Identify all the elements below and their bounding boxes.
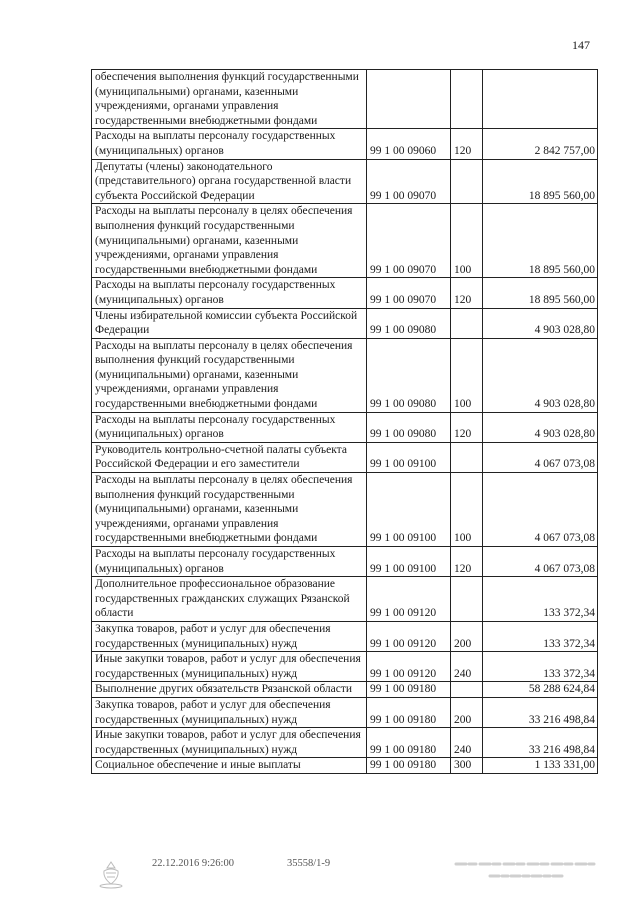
table-row: [92, 442, 598, 472]
page-footer: [0, 855, 640, 895]
row-type-cell: [451, 159, 483, 204]
table-row: [92, 547, 598, 577]
watermark-stamp-icon: [452, 857, 598, 883]
row-code-cell: 99 1 00 09180: [367, 697, 451, 727]
row-code-cell: 99 1 00 09180: [367, 758, 451, 774]
row-code-cell: 99 1 00 09100: [367, 473, 451, 547]
row-type-cell: 100: [451, 473, 483, 547]
table-row: [92, 338, 598, 412]
row-name-cell: Расходы на выплаты персоналу в целях обеспечения выполнения функций государственными (муниципальными) органами, казенными учреждениями, органами управления государственными внебюджетными фондами: [92, 473, 367, 547]
row-amount-cell: 4 067 073,08: [483, 473, 598, 547]
row-type-cell: 200: [451, 697, 483, 727]
row-type-cell: [451, 442, 483, 472]
row-name-cell: Расходы на выплаты персоналу в целях обеспечения выполнения функций государственными (муниципальными) органами, казенными учреждениями, органами управления государственными внебюджетными фондами: [92, 204, 367, 278]
footer-document-number: 35558/1-9: [287, 858, 331, 869]
table-row: [92, 159, 598, 204]
row-name-cell: Члены избирательной комиссии субъекта Российской Федерации: [92, 308, 367, 338]
row-code-cell: [367, 70, 451, 129]
page-number: 147: [572, 38, 590, 52]
row-name-cell: Расходы на выплаты персоналу государственных (муниципальных) органов: [92, 129, 367, 159]
table-row: [92, 204, 598, 278]
row-amount-cell: 133 372,34: [483, 652, 598, 682]
table-row: [92, 652, 598, 682]
row-amount-cell: 4 903 028,80: [483, 412, 598, 442]
row-amount-cell: 58 288 624,84: [483, 682, 598, 698]
row-type-cell: 240: [451, 652, 483, 682]
row-code-cell: 99 1 00 09060: [367, 129, 451, 159]
row-name-cell: Депутаты (члены) законодательного (представительного) органа государственной власти субъекта Российской Федерации: [92, 159, 367, 204]
table-row: [92, 728, 598, 758]
row-name-cell: Иные закупки товаров, работ и услуг для обеспечения государственных (муниципальных) нужд: [92, 728, 367, 758]
row-code-cell: 99 1 00 09100: [367, 547, 451, 577]
row-amount-cell: 33 216 498,84: [483, 728, 598, 758]
row-code-cell: 99 1 00 09080: [367, 412, 451, 442]
row-amount-cell: 18 895 560,00: [483, 159, 598, 204]
row-type-cell: [451, 577, 483, 622]
row-type-cell: 100: [451, 338, 483, 412]
row-name-cell: Иные закупки товаров, работ и услуг для обеспечения государственных (муниципальных) нужд: [92, 652, 367, 682]
table-row: [92, 308, 598, 338]
row-amount-cell: 4 903 028,80: [483, 338, 598, 412]
row-type-cell: [451, 308, 483, 338]
row-code-cell: 99 1 00 09080: [367, 338, 451, 412]
row-type-cell: [451, 682, 483, 698]
row-amount-cell: 18 895 560,00: [483, 204, 598, 278]
row-code-cell: 99 1 00 09070: [367, 159, 451, 204]
row-code-cell: 99 1 00 09070: [367, 278, 451, 308]
row-amount-cell: 133 372,34: [483, 577, 598, 622]
row-type-cell: 240: [451, 728, 483, 758]
row-name-cell: Выполнение других обязательств Рязанской области: [92, 682, 367, 698]
row-type-cell: 120: [451, 129, 483, 159]
row-type-cell: 300: [451, 758, 483, 774]
row-name-cell: Расходы на выплаты персоналу в целях обеспечения выполнения функций государственными (муниципальными) органами, казенными учреждениями, органами управления государственными внебюджетными фондами: [92, 338, 367, 412]
row-code-cell: 99 1 00 09070: [367, 204, 451, 278]
row-code-cell: 99 1 00 09100: [367, 442, 451, 472]
row-code-cell: 99 1 00 09180: [367, 682, 451, 698]
footer-date: 22.12.2016 9:26:00: [152, 858, 234, 869]
row-name-cell: Социальное обеспечение и иные выплаты: [92, 758, 367, 774]
row-amount-cell: 133 372,34: [483, 621, 598, 651]
row-code-cell: 99 1 00 09120: [367, 621, 451, 651]
row-amount-cell: [483, 70, 598, 129]
row-type-cell: 120: [451, 412, 483, 442]
row-type-cell: 120: [451, 547, 483, 577]
table-row: [92, 621, 598, 651]
row-amount-cell: 18 895 560,00: [483, 278, 598, 308]
row-name-cell: Расходы на выплаты персоналу государственных (муниципальных) органов: [92, 412, 367, 442]
row-code-cell: 99 1 00 09080: [367, 308, 451, 338]
row-amount-cell: 33 216 498,84: [483, 697, 598, 727]
row-name-cell: Закупка товаров, работ и услуг для обеспечения государственных (муниципальных) нужд: [92, 697, 367, 727]
table-row: [92, 577, 598, 622]
row-name-cell: Дополнительное профессиональное образование государственных гражданских служащих Рязанской области: [92, 577, 367, 622]
row-name-cell: Расходы на выплаты персоналу государственных (муниципальных) органов: [92, 547, 367, 577]
row-code-cell: 99 1 00 09180: [367, 728, 451, 758]
row-amount-cell: 1 133 331,00: [483, 758, 598, 774]
table-row: [92, 129, 598, 159]
row-amount-cell: 4 067 073,08: [483, 547, 598, 577]
table-row: [92, 697, 598, 727]
table-row: [92, 70, 598, 129]
row-amount-cell: 2 842 757,00: [483, 129, 598, 159]
table-row: [92, 412, 598, 442]
row-code-cell: 99 1 00 09120: [367, 652, 451, 682]
table-row: [92, 758, 598, 774]
row-amount-cell: 4 067 073,08: [483, 442, 598, 472]
table-row: [92, 473, 598, 547]
row-name-cell: обеспечения выполнения функций государственными (муниципальными) органами, казенными учреждениями, органами управления государственными внебюджетными фондами: [92, 70, 367, 129]
budget-table: [91, 69, 598, 774]
row-name-cell: Руководитель контрольно-счетной палаты субъекта Российской Федерации и его заместители: [92, 442, 367, 472]
row-type-cell: 200: [451, 621, 483, 651]
row-code-cell: 99 1 00 09120: [367, 577, 451, 622]
row-name-cell: Расходы на выплаты персоналу государственных (муниципальных) органов: [92, 278, 367, 308]
table-row: [92, 278, 598, 308]
row-type-cell: 120: [451, 278, 483, 308]
row-amount-cell: 4 903 028,80: [483, 308, 598, 338]
budget-table-body: [92, 70, 598, 774]
emblem-stamp-icon: [96, 859, 126, 889]
row-type-cell: 100: [451, 204, 483, 278]
row-name-cell: Закупка товаров, работ и услуг для обеспечения государственных (муниципальных) нужд: [92, 621, 367, 651]
row-type-cell: [451, 70, 483, 129]
table-row: [92, 682, 598, 698]
